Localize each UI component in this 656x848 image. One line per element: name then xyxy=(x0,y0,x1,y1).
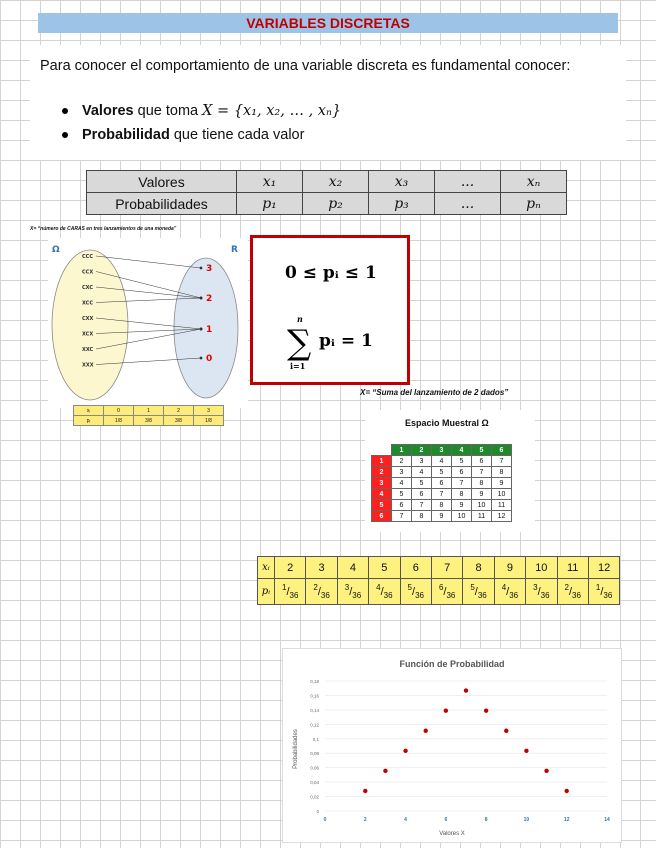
x-value-cell: 10 xyxy=(526,557,557,579)
sum-cell: 6 xyxy=(392,500,412,511)
probability-chart xyxy=(282,648,622,843)
fraction-numerator: 6 xyxy=(438,583,444,592)
sum-cell: 9 xyxy=(432,511,452,522)
fraction-denominator: 36 xyxy=(572,591,581,600)
fraction-denominator: 36 xyxy=(415,591,424,600)
fraction-denominator: 36 xyxy=(320,591,330,600)
sum-cell: 9 xyxy=(452,500,472,511)
x-tick-label: 8 xyxy=(484,817,488,823)
x-value-cell: 11 xyxy=(557,557,588,579)
dice-header-row xyxy=(372,445,512,456)
outcome-label: XCX xyxy=(82,331,94,338)
table-row xyxy=(74,416,224,426)
probability-cell: $^5/_{36}$ xyxy=(463,579,494,605)
outcome-label: XXX xyxy=(82,362,94,369)
bullet-probability-bold: Probabilidad xyxy=(82,127,170,143)
bullet-values-bold: Valores xyxy=(82,103,134,119)
corner-cell xyxy=(372,445,392,456)
sum-cell: 4 xyxy=(412,467,432,478)
data-point xyxy=(565,789,569,793)
die-row-header: 5 xyxy=(372,500,392,511)
outcome-label: CCX xyxy=(82,269,94,276)
chart-ylabel: Probabilidades xyxy=(293,729,299,769)
sum-cell: 2 xyxy=(392,456,412,467)
table-cell: xᵢ xyxy=(74,406,104,416)
sum-cell: 6 xyxy=(452,467,472,478)
fraction-denominator: 36 xyxy=(289,591,299,600)
sum-cell: 11 xyxy=(472,511,492,522)
probabilities-row xyxy=(258,579,620,605)
table-row xyxy=(372,467,512,478)
probability-cell: $^3/_{36}$ xyxy=(526,579,557,605)
y-tick-label: 0,14 xyxy=(310,707,319,713)
coin-probability-table xyxy=(73,405,224,426)
bullet-probability-text: que tiene cada valor xyxy=(173,127,305,143)
fraction-numerator: 3 xyxy=(344,583,350,592)
x-tick-label: 0 xyxy=(323,817,327,823)
sum-upper-limit: n xyxy=(297,314,303,324)
sum-cell: 7 xyxy=(412,500,432,511)
sum-cell: 8 xyxy=(432,500,452,511)
probability-cell: p₂ xyxy=(303,193,369,215)
probability-cell: ... xyxy=(435,193,501,215)
fraction-denominator: 36 xyxy=(603,591,613,600)
outcome-label: XXC xyxy=(82,347,94,353)
fraction-denominator: 36 xyxy=(383,591,393,600)
sum-body: pᵢ = 1 xyxy=(319,331,373,351)
x-value-cell: 4 xyxy=(337,557,368,579)
probability-cell: $^4/_{36}$ xyxy=(369,579,400,605)
sum-cell: 6 xyxy=(472,456,492,467)
p-label: pᵢ xyxy=(258,579,275,605)
sum-cell: 10 xyxy=(452,511,472,522)
x-value-cell: 2 xyxy=(275,557,306,579)
sum-cell: 8 xyxy=(492,467,512,478)
probability-cell: $^3/_{36}$ xyxy=(337,579,368,605)
sum-cell: 5 xyxy=(392,489,412,500)
table-row xyxy=(372,500,512,511)
sum-cell: 8 xyxy=(452,489,472,500)
sum-cell: 8 xyxy=(472,478,492,489)
fraction-denominator: 36 xyxy=(446,591,456,600)
y-tick-label: 0,06 xyxy=(310,765,319,771)
sum-cell: 7 xyxy=(452,478,472,489)
sum-cell: 7 xyxy=(432,489,452,500)
die-column-header: 4 xyxy=(452,445,472,456)
values-row xyxy=(87,171,567,193)
table-row xyxy=(372,456,512,467)
value-label: 0 xyxy=(206,354,213,364)
chart-svg xyxy=(283,649,621,842)
x-value-cell: 12 xyxy=(588,557,619,579)
table-row xyxy=(372,489,512,500)
fraction-numerator: 1 xyxy=(281,583,287,592)
sum-cell: 7 xyxy=(472,467,492,478)
fraction-denominator: 36 xyxy=(509,591,519,600)
bullet-values-math: X = {x₁, x₂, … , xₙ} xyxy=(202,103,342,119)
die-column-header: 1 xyxy=(392,445,412,456)
data-point xyxy=(403,749,407,753)
probability-cell: $^5/_{36}$ xyxy=(400,579,431,605)
x-value-cell: 9 xyxy=(494,557,525,579)
sum-cell: 7 xyxy=(492,456,512,467)
bullet-dot-icon xyxy=(62,108,68,114)
data-point xyxy=(464,688,468,692)
values-cell: x₃ xyxy=(369,171,435,193)
die-column-header: 5 xyxy=(472,445,492,456)
x-value-cell: 7 xyxy=(431,557,462,579)
die-column-header: 2 xyxy=(412,445,432,456)
x-value-cell: 6 xyxy=(400,557,431,579)
fraction-numerator: 4 xyxy=(376,583,381,592)
fraction-numerator: 5 xyxy=(470,583,475,592)
sum-cell: 7 xyxy=(392,511,412,522)
x-tick-label: 14 xyxy=(604,817,610,823)
data-point xyxy=(444,708,448,712)
x-tick-label: 12 xyxy=(563,817,570,823)
sigma-icon: ∑ xyxy=(287,323,312,363)
values-row-label: Valores xyxy=(87,171,237,193)
arrow-head-icon xyxy=(200,267,202,269)
probability-cell: $^4/_{36}$ xyxy=(494,579,525,605)
table-cell: pᵢ xyxy=(74,416,104,426)
die-row-header: 4 xyxy=(372,489,392,500)
y-tick-label: 0,08 xyxy=(310,751,319,757)
coin-caption: X= “número de CARAS en tres lanzamientos de una moneda” xyxy=(30,226,177,232)
probabilities-row-label: Probabilidades xyxy=(87,193,237,215)
probability-cell: $^6/_{36}$ xyxy=(431,579,462,605)
fraction-denominator: 36 xyxy=(477,591,487,600)
x-value-cell: 5 xyxy=(369,557,400,579)
table-cell: 3/8 xyxy=(164,416,194,426)
intro-text: Para conocer el comportamiento de una variable discreta es fundamental conocer: xyxy=(40,58,571,74)
sum-cell: 12 xyxy=(492,511,512,522)
bullet-values xyxy=(62,103,341,119)
value-label: 1 xyxy=(206,325,213,335)
table-cell: 0 xyxy=(104,406,134,416)
fraction-denominator: 36 xyxy=(540,591,550,600)
sum-cell: 5 xyxy=(412,478,432,489)
die-row-header: 6 xyxy=(372,511,392,522)
die-row-header: 1 xyxy=(372,456,392,467)
values-cell: x₁ xyxy=(237,171,303,193)
dice-caption: X= “Suma del lanzamiento de 2 dados” xyxy=(360,388,509,397)
bullet-values-text: que toma xyxy=(137,103,199,119)
probability-cell: p₁ xyxy=(237,193,303,215)
x-value-cell: 8 xyxy=(463,557,494,579)
dice-probability-table xyxy=(257,556,620,605)
bullet-dot-icon xyxy=(62,132,68,138)
sample-space-title: Espacio Muestral Ω xyxy=(405,418,489,428)
table-cell: 1/8 xyxy=(104,416,134,426)
fraction-numerator: 4 xyxy=(501,583,507,592)
sum-cell: 5 xyxy=(432,467,452,478)
values-row xyxy=(258,557,620,579)
fraction-numerator: 1 xyxy=(595,583,601,592)
table-cell: 1/8 xyxy=(194,416,224,426)
y-tick-label: 0 xyxy=(316,809,319,814)
sum-cell: 10 xyxy=(492,489,512,500)
x-value-cell: 3 xyxy=(306,557,337,579)
fraction-numerator: 3 xyxy=(533,583,538,592)
die-column-header: 6 xyxy=(492,445,512,456)
probability-cell: p₃ xyxy=(369,193,435,215)
sum-cell: 9 xyxy=(492,478,512,489)
data-point xyxy=(484,708,488,712)
data-point xyxy=(363,789,367,793)
page-title: VARIABLES DISCRETAS xyxy=(38,13,618,33)
sum-cell: 9 xyxy=(472,489,492,500)
bullet-probability xyxy=(62,127,304,143)
table-cell: 2 xyxy=(164,406,194,416)
values-cell: ... xyxy=(435,171,501,193)
data-point xyxy=(544,769,548,773)
outcome-label: CCC xyxy=(82,254,94,260)
arrow-head-icon xyxy=(200,357,202,359)
data-point xyxy=(424,729,428,733)
table-cell: 1 xyxy=(134,406,164,416)
probability-cell: $^2/_{36}$ xyxy=(557,579,588,605)
sum-cell: 4 xyxy=(392,478,412,489)
die-column-header: 3 xyxy=(432,445,452,456)
intro-block xyxy=(30,45,626,160)
data-point xyxy=(504,729,508,733)
table-row xyxy=(74,406,224,416)
formula-bounds: 0 ≤ pᵢ ≤ 1 xyxy=(285,263,377,283)
data-point xyxy=(524,749,528,753)
sum-cell: 4 xyxy=(432,456,452,467)
fraction-denominator: 36 xyxy=(352,591,362,600)
fraction-numerator: 2 xyxy=(313,583,318,592)
probability-cell: pₙ xyxy=(501,193,567,215)
r-label: R xyxy=(231,245,238,255)
chart-xlabel: Valores X xyxy=(439,831,465,837)
value-label: 3 xyxy=(206,264,213,274)
sum-cell: 6 xyxy=(432,478,452,489)
sum-cell: 3 xyxy=(392,467,412,478)
sum-cell: 3 xyxy=(412,456,432,467)
values-table xyxy=(86,170,567,215)
table-row xyxy=(372,478,512,489)
probability-cell: $^1/_{36}$ xyxy=(588,579,619,605)
outcome-label: XCC xyxy=(82,300,94,307)
value-label: 2 xyxy=(206,294,213,304)
table-row xyxy=(372,511,512,522)
fraction-numerator: 5 xyxy=(407,583,412,592)
sum-cell: 6 xyxy=(412,489,432,500)
y-tick-label: 0,04 xyxy=(310,780,319,786)
formula-box xyxy=(250,235,410,385)
formula-svg xyxy=(253,238,407,382)
y-tick-label: 0,18 xyxy=(310,679,319,684)
dice-sum-grid xyxy=(371,444,512,522)
y-tick-label: 0,02 xyxy=(310,794,319,800)
x-tick-label: 10 xyxy=(523,817,530,823)
x-tick-label: 4 xyxy=(404,817,407,823)
arrow-head-icon xyxy=(200,297,202,299)
sum-cell: 10 xyxy=(472,500,492,511)
chart-title: Función de Probabilidad xyxy=(399,659,505,669)
sum-lower-limit: i=1 xyxy=(290,361,306,371)
data-point xyxy=(383,769,387,773)
sum-cell: 8 xyxy=(412,511,432,522)
probability-cell: $^2/_{36}$ xyxy=(306,579,337,605)
omega-label: Ω xyxy=(52,245,60,255)
y-tick-label: 0,1 xyxy=(312,736,319,742)
values-cell: xₙ xyxy=(501,171,567,193)
fraction-numerator: 2 xyxy=(564,583,569,592)
x-tick-label: 6 xyxy=(444,817,448,823)
outcome-label: CXX xyxy=(82,316,94,322)
coin-mapping-diagram xyxy=(48,238,248,408)
y-tick-label: 0,16 xyxy=(310,693,319,699)
values-cell: x₂ xyxy=(303,171,369,193)
x-tick-label: 2 xyxy=(363,817,367,823)
sum-cell: 5 xyxy=(452,456,472,467)
die-row-header: 2 xyxy=(372,467,392,478)
die-row-header: 3 xyxy=(372,478,392,489)
x-label: xᵢ xyxy=(258,557,275,579)
probabilities-row xyxy=(87,193,567,215)
table-cell: 3/8 xyxy=(134,416,164,426)
table-cell: 3 xyxy=(194,406,224,416)
y-tick-label: 0,12 xyxy=(310,722,319,728)
outcome-label: CXC xyxy=(82,285,94,291)
sum-cell: 11 xyxy=(492,500,512,511)
probability-cell: $^1/_{36}$ xyxy=(275,579,306,605)
arrow-head-icon xyxy=(200,328,202,330)
